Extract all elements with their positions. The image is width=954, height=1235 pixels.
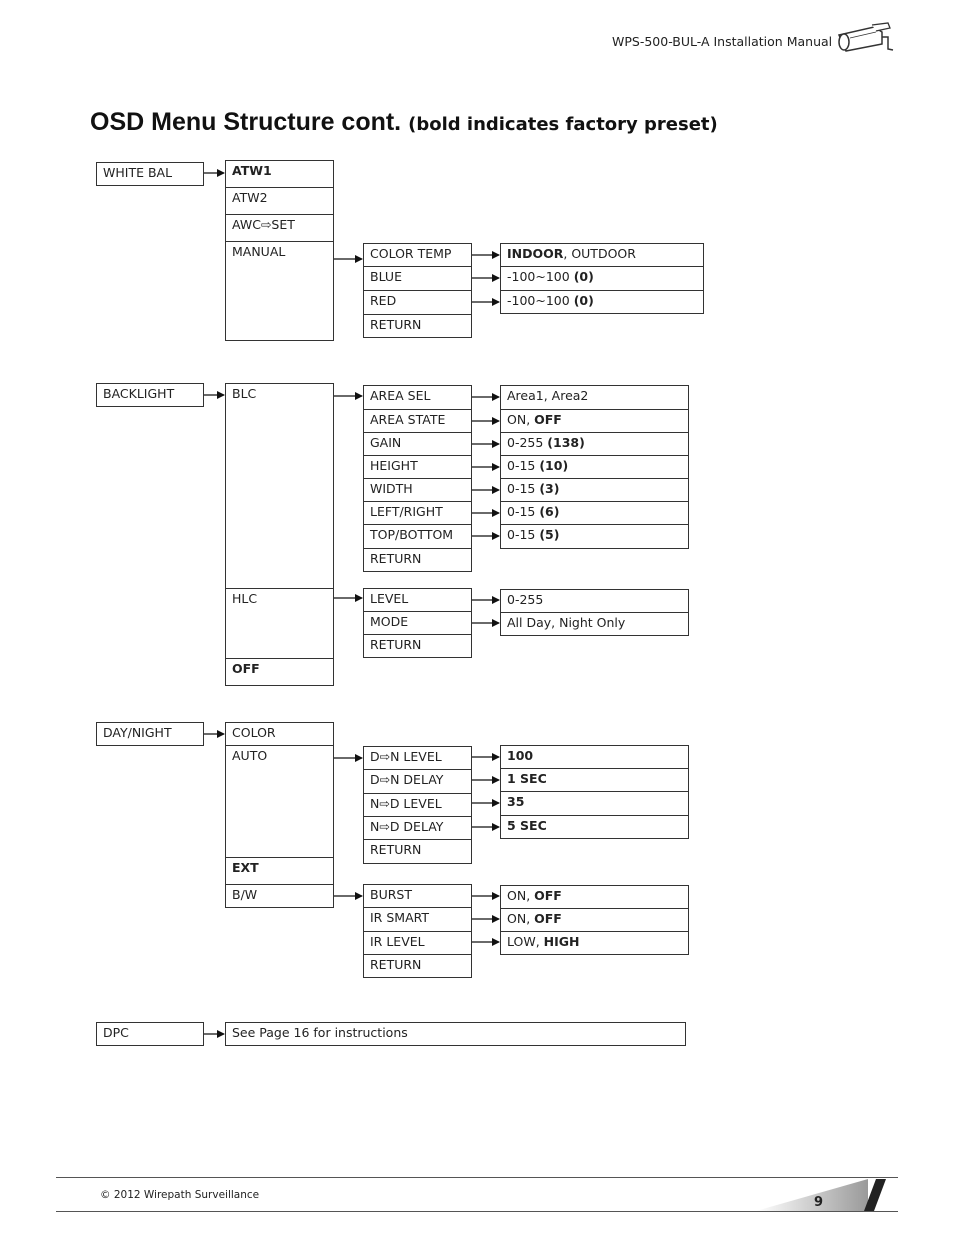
bw-item: IR LEVEL — [363, 931, 472, 955]
bw-value: ON, OFF — [500, 908, 689, 932]
bw-item: BURST — [363, 884, 472, 908]
auto-value: 100 — [500, 745, 689, 769]
dn-option-bw: B/W — [225, 884, 334, 908]
blc-item: WIDTH — [363, 478, 472, 502]
bl-option-off: OFF — [225, 658, 334, 686]
hlc-item: MODE — [363, 611, 472, 635]
auto-item: D⇨N LEVEL — [363, 746, 472, 770]
dn-option-ext: EXT — [225, 857, 334, 885]
wb-manual-value: INDOOR, OUTDOOR — [500, 243, 704, 267]
menu-dpc: DPC — [96, 1022, 204, 1046]
blc-item: HEIGHT — [363, 455, 472, 479]
dpc-note: See Page 16 for instructions — [225, 1022, 686, 1046]
auto-item: N⇨D LEVEL — [363, 793, 472, 817]
auto-value: 1 SEC — [500, 768, 689, 792]
dn-option-color: COLOR — [225, 722, 334, 746]
blc-item: TOP/BOTTOM — [363, 524, 472, 549]
bl-option-blc: BLC — [225, 383, 334, 589]
blc-value: 0-15 (5) — [500, 524, 689, 549]
title-sub: (bold indicates factory preset) — [408, 114, 718, 135]
footer-copyright: © 2012 Wirepath Surveillance — [100, 1189, 260, 1201]
wb-manual-item: RED — [363, 290, 472, 315]
blc-item: LEFT/RIGHT — [363, 501, 472, 525]
bw-item: RETURN — [363, 954, 472, 978]
wb-manual-value: -100~100 (0) — [500, 266, 704, 291]
bl-option-hlc: HLC — [225, 588, 334, 659]
auto-item: RETURN — [363, 839, 472, 864]
blc-value: 0-255 (138) — [500, 432, 689, 456]
blc-item: AREA SEL — [363, 385, 472, 410]
hlc-item: LEVEL — [363, 588, 472, 612]
wb-option-atw1: ATW1 — [225, 160, 334, 188]
bw-value: ON, OFF — [500, 885, 689, 909]
wb-option-awc-set: AWC⇨SET — [225, 214, 334, 242]
blc-value: Area1, Area2 — [500, 385, 689, 410]
blc-item: AREA STATE — [363, 409, 472, 433]
bw-item: IR SMART — [363, 907, 472, 932]
blc-item: GAIN — [363, 432, 472, 456]
page-number: 9 — [814, 1195, 824, 1210]
blc-value: 0-15 (10) — [500, 455, 689, 479]
wb-manual-value: -100~100 (0) — [500, 290, 704, 314]
menu-backlight: BACKLIGHT — [96, 383, 204, 407]
manual-title: WPS-500-BUL-A Installation Manual — [612, 34, 833, 49]
menu-day-night: DAY/NIGHT — [96, 722, 204, 746]
wb-manual-item: COLOR TEMP — [363, 243, 472, 267]
dn-option-auto: AUTO — [225, 745, 334, 858]
title-main: OSD Menu Structure cont. — [90, 108, 402, 136]
blc-value: 0-15 (6) — [500, 501, 689, 525]
page-tab-graphic — [756, 1177, 898, 1211]
bw-value: LOW, HIGH — [500, 931, 689, 955]
wb-option-atw2: ATW2 — [225, 187, 334, 215]
hlc-item: RETURN — [363, 634, 472, 658]
hlc-value: All Day, Night Only — [500, 612, 689, 636]
blc-value: 0-15 (3) — [500, 478, 689, 502]
auto-item: D⇨N DELAY — [363, 769, 472, 794]
blc-item: RETURN — [363, 548, 472, 572]
blc-value: ON, OFF — [500, 409, 689, 433]
footer-rule-bottom — [56, 1211, 898, 1212]
menu-white-bal: WHITE BAL — [96, 162, 204, 186]
auto-value: 5 SEC — [500, 815, 689, 839]
auto-value: 35 — [500, 791, 689, 816]
hlc-value: 0-255 — [500, 589, 689, 613]
wb-manual-item: RETURN — [363, 314, 472, 338]
wb-manual-item: BLUE — [363, 266, 472, 291]
auto-item: N⇨D DELAY — [363, 816, 472, 840]
wb-option-manual: MANUAL — [225, 241, 334, 341]
